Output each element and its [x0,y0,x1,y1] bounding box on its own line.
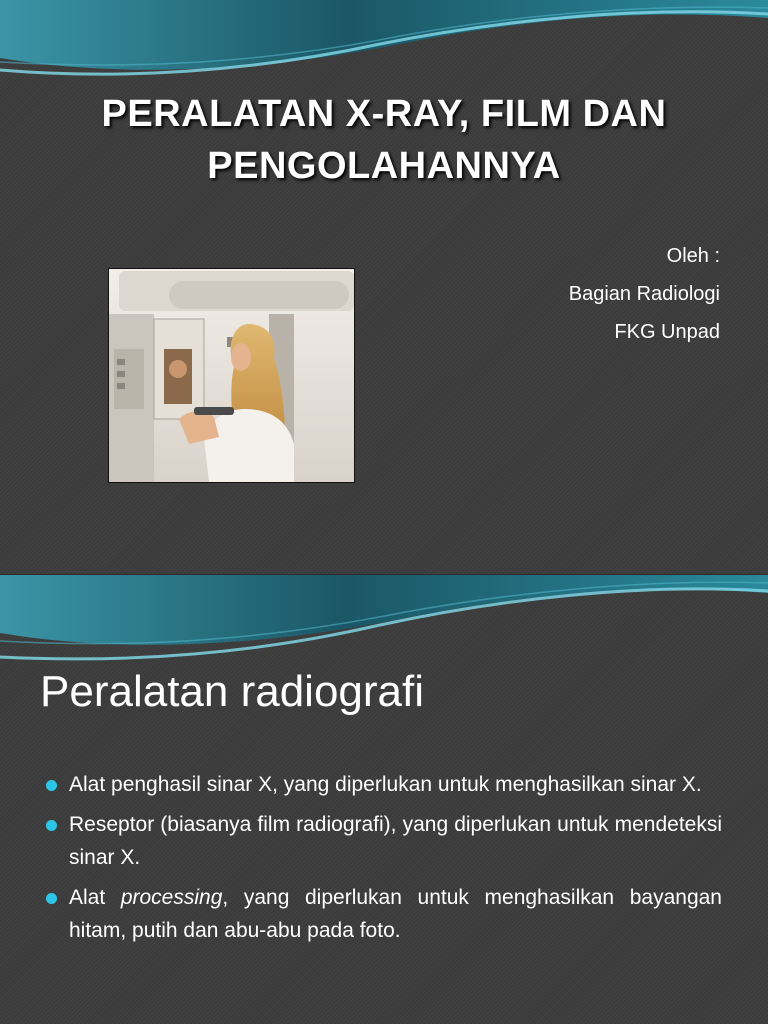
header-wave [0,0,768,90]
byline-department: Bagian Radiologi [568,283,720,305]
content-slide [0,575,768,1024]
byline-oleh: Oleh : [666,245,720,267]
header-wave [0,575,768,665]
bullet-list [46,768,722,954]
bullet-item: Alat penghasil sinar X, yang diperlukan untuk menghasilkan sinar X. [46,768,722,801]
dental-xray-machine-photo [108,268,355,483]
bullet-item: Reseptor (biasanya film radiografi), yang diperlukan untuk mendeteksi sinar X. [46,808,722,874]
slide-title: Peralatan radiografi [40,667,425,716]
byline-institution: FKG Unpad [614,321,720,343]
bullet-item [46,881,722,947]
title-line-2: PENGOLAHANNYA [207,145,561,187]
author-byline [569,237,720,351]
bullet-text-after: , yang diperlukan untuk menghasilkan bayangan hitam, putih dan abu-abu pada foto. [69,886,722,942]
title-line-1: PERALATAN X-RAY, FILM DAN [101,93,667,135]
bullet-text-emphasis: processing [120,886,223,909]
bullet-text-before: Alat [69,886,121,909]
slide-title [40,88,728,192]
